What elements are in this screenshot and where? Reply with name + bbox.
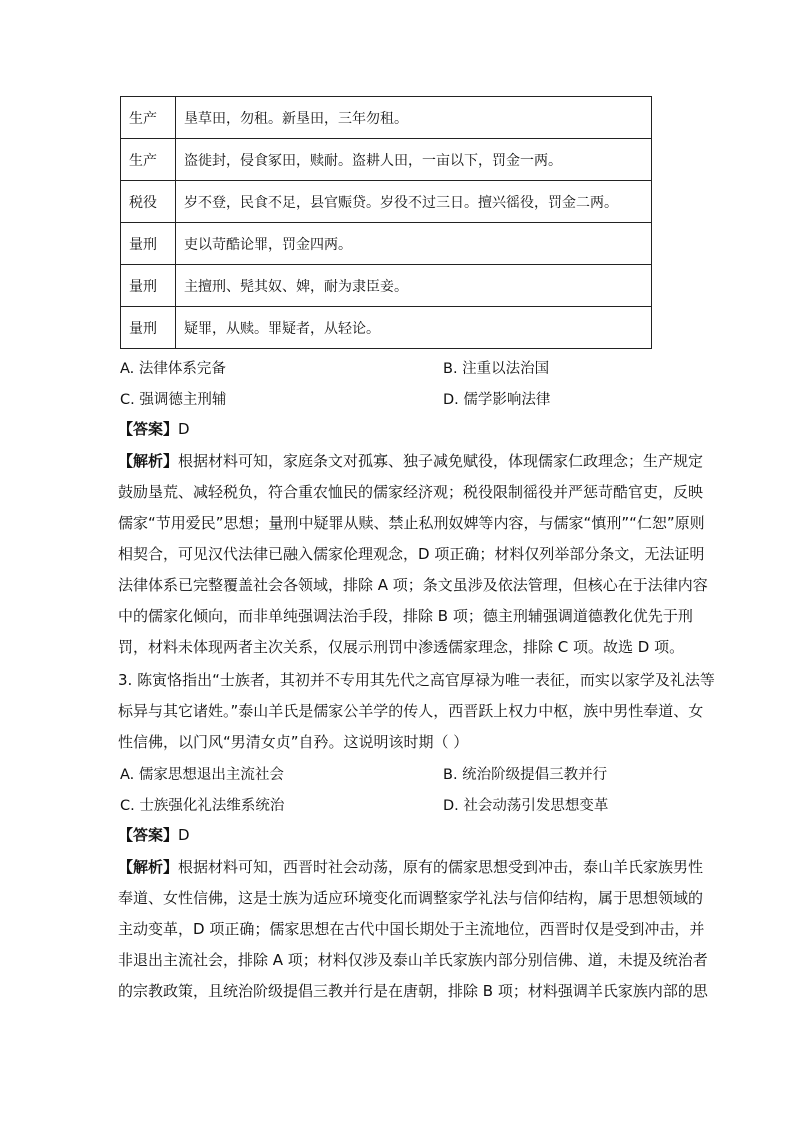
table-row (121, 97, 652, 139)
table-cell-category: 生产 (121, 97, 176, 139)
law-table (120, 96, 652, 349)
table-row (121, 181, 652, 223)
table-row (121, 307, 652, 349)
table-cell-content: 吏以苛酷论罪，罚金四两。 (176, 223, 652, 265)
q2-analysis-line: 罚，材料未体现两者主次关系，仅展示刑罚中渗透儒家理念，排除 C 项。故选 D 项。 (118, 638, 685, 656)
q3-option-a: A. 儒家思想退出主流社会 (120, 767, 284, 783)
table-row (121, 139, 652, 181)
table-cell-category: 量刑 (121, 265, 176, 307)
q2-analysis-line: 鼓励垦荒、减轻税负，符合重农恤民的儒家经济观；税役限制徭役并严惩苛酷官吏，反映 (118, 483, 704, 501)
analysis-tag: 【解析】 (118, 452, 179, 470)
q3-stem-line: 性信佛，以门风“男清女贞”自矜。这说明该时期（ ） (118, 733, 469, 751)
table-cell-content: 垦草田，勿租。新垦田，三年勿租。 (176, 97, 652, 139)
q2-analysis-line: 法律体系已完整覆盖社会各领域，排除 A 项；条文虽涉及依法管理，但核心在于法律内容 (118, 576, 708, 594)
q3-stem-line: 3. 陈寅恪指出“士族者，其初并不专用其先代之高官厚禄为唯一表征，而实以家学及礼法等 (118, 671, 715, 689)
q3-analysis-line: 奉道、女性信佛，这是士族为适应环境变化而调整家学礼法与信仰结构，属于思想领域的 (118, 889, 704, 907)
table-cell-content: 岁不登，民食不足，县官赈贷。岁役不过三日。擅兴徭役，罚金二两。 (176, 181, 652, 223)
q2-analysis-line: 儒家“节用爱民”思想；量刑中疑罪从赎、禁止私刑奴婢等内容，与儒家“慎刑”“仁恕”原则 (118, 514, 705, 532)
answer-value: D (178, 420, 190, 438)
table-cell-category: 量刑 (121, 223, 176, 265)
table-cell-category: 量刑 (121, 307, 176, 349)
analysis-tag: 【解析】 (118, 858, 179, 876)
table-cell-category: 税役 (121, 181, 176, 223)
q2-analysis-line (118, 451, 703, 471)
q2-answer (118, 419, 190, 439)
table-cell-content: 主擅刑、髡其奴、婢，耐为隶臣妾。 (176, 265, 652, 307)
q2-option-b: B. 注重以法治国 (443, 361, 550, 377)
analysis-text: 根据材料可知，西晋时社会动荡，原有的儒家思想受到冲击，泰山羊氏家族男性 (178, 858, 704, 876)
answer-value: D (178, 826, 190, 844)
q2-analysis-line: 中的儒家化倾向，而非单纯强调法治手段，排除 B 项；德主刑辅强调道德教化优先于刑 (118, 607, 693, 625)
answer-tag: 【答案】 (118, 420, 179, 438)
table-row (121, 265, 652, 307)
q3-analysis-line: 非退出主流社会，排除 A 项；材料仅涉及泰山羊氏家族内部分别信佛、道，未提及统治者 (118, 951, 708, 969)
q2-option-d: D. 儒学影响法律 (443, 392, 551, 408)
answer-tag: 【答案】 (118, 826, 179, 844)
analysis-text: 根据材料可知，家庭条文对孤寡、独子减免赋役，体现儒家仁政理念；生产规定 (178, 452, 704, 470)
q2-option-a: A. 法律体系完备 (120, 361, 226, 377)
table-cell-category: 生产 (121, 139, 176, 181)
q3-stem-line: 标异与其它诸姓。”泰山羊氏是儒家公羊学的传人，西晋跃上权力中枢，族中男性奉道、女 (118, 702, 704, 720)
q2-option-c: C. 强调德主刑辅 (120, 392, 227, 408)
table-cell-content: 疑罪，从赎。罪疑者，从轻论。 (176, 307, 652, 349)
q3-analysis-line: 主动变革，D 项正确；儒家思想在古代中国长期处于主流地位，西晋时仅是受到冲击，并 (118, 920, 705, 938)
q3-analysis-line: 的宗教政策，且统治阶级提倡三教并行是在唐朝，排除 B 项；材料强调羊氏家族内部的思 (118, 982, 708, 1000)
q3-analysis-line (118, 857, 703, 877)
q3-option-d: D. 社会动荡引发思想变革 (443, 798, 609, 814)
q3-answer (118, 825, 190, 845)
q2-analysis-line: 相契合，可见汉代法律已融入儒家伦理观念，D 项正确；材料仅列举部分条文，无法证明 (118, 545, 705, 563)
table-row (121, 223, 652, 265)
table-cell-content: 盗徙封，侵食冢田，赎耐。盗耕人田，一亩以下，罚金一两。 (176, 139, 652, 181)
q3-option-b: B. 统治阶级提倡三教并行 (443, 767, 608, 783)
q3-option-c: C. 士族强化礼法维系统治 (120, 798, 285, 814)
